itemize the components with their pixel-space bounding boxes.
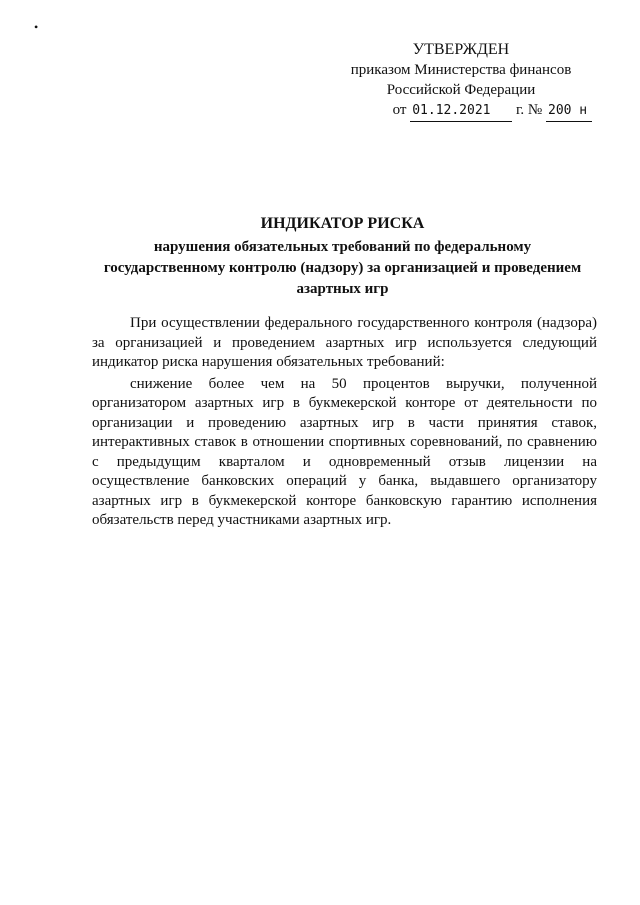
title-main: ИНДИКАТОР РИСКА (260, 215, 425, 232)
corner-mark: • (34, 20, 39, 34)
document-body (92, 314, 597, 531)
number-prefix: г. № (515, 102, 543, 118)
document-title (70, 213, 615, 300)
order-number: 200 н (546, 101, 592, 122)
title-line-2: нарушения обязательных требований по федеральному (153, 239, 532, 255)
paragraph-indicator: снижение более чем на 50 процентов выручки, полученной организатором азартных игр в букмекерской конторе от деятельности по организации и проведению азартных игр в части принятия ставок, интерактивных ставок в отношении спортивных соревнований, по сравнению с предыдущим кварталом и одновременный отзыв лицензии на осуществление банковских операций у банка, выдавшего организатору азартных игр в букмекерской конторе банковскую гарантию исполнения обязательств перед участниками азартных игр. (92, 375, 597, 528)
approval-stamp (326, 40, 596, 122)
approval-date-line (326, 100, 596, 122)
date-prefix: от (392, 102, 407, 118)
paragraph-intro: При осуществлении федерального государственного контроля (надзора) за организацией и проведением азартных игр используется следующий индикатор риска нарушения обязательных требований: (92, 315, 597, 370)
title-line-4: азартных игр (296, 281, 389, 297)
title-line-3: государственному контролю (надзору) за организацией и проведением (103, 260, 582, 276)
order-date: 01.12.2021 (410, 101, 512, 122)
approval-heading: УТВЕРЖДЕН (412, 41, 510, 58)
approval-authority-line: Российской Федерации (386, 82, 536, 98)
approval-order-line: приказом Министерства финансов (350, 62, 572, 78)
